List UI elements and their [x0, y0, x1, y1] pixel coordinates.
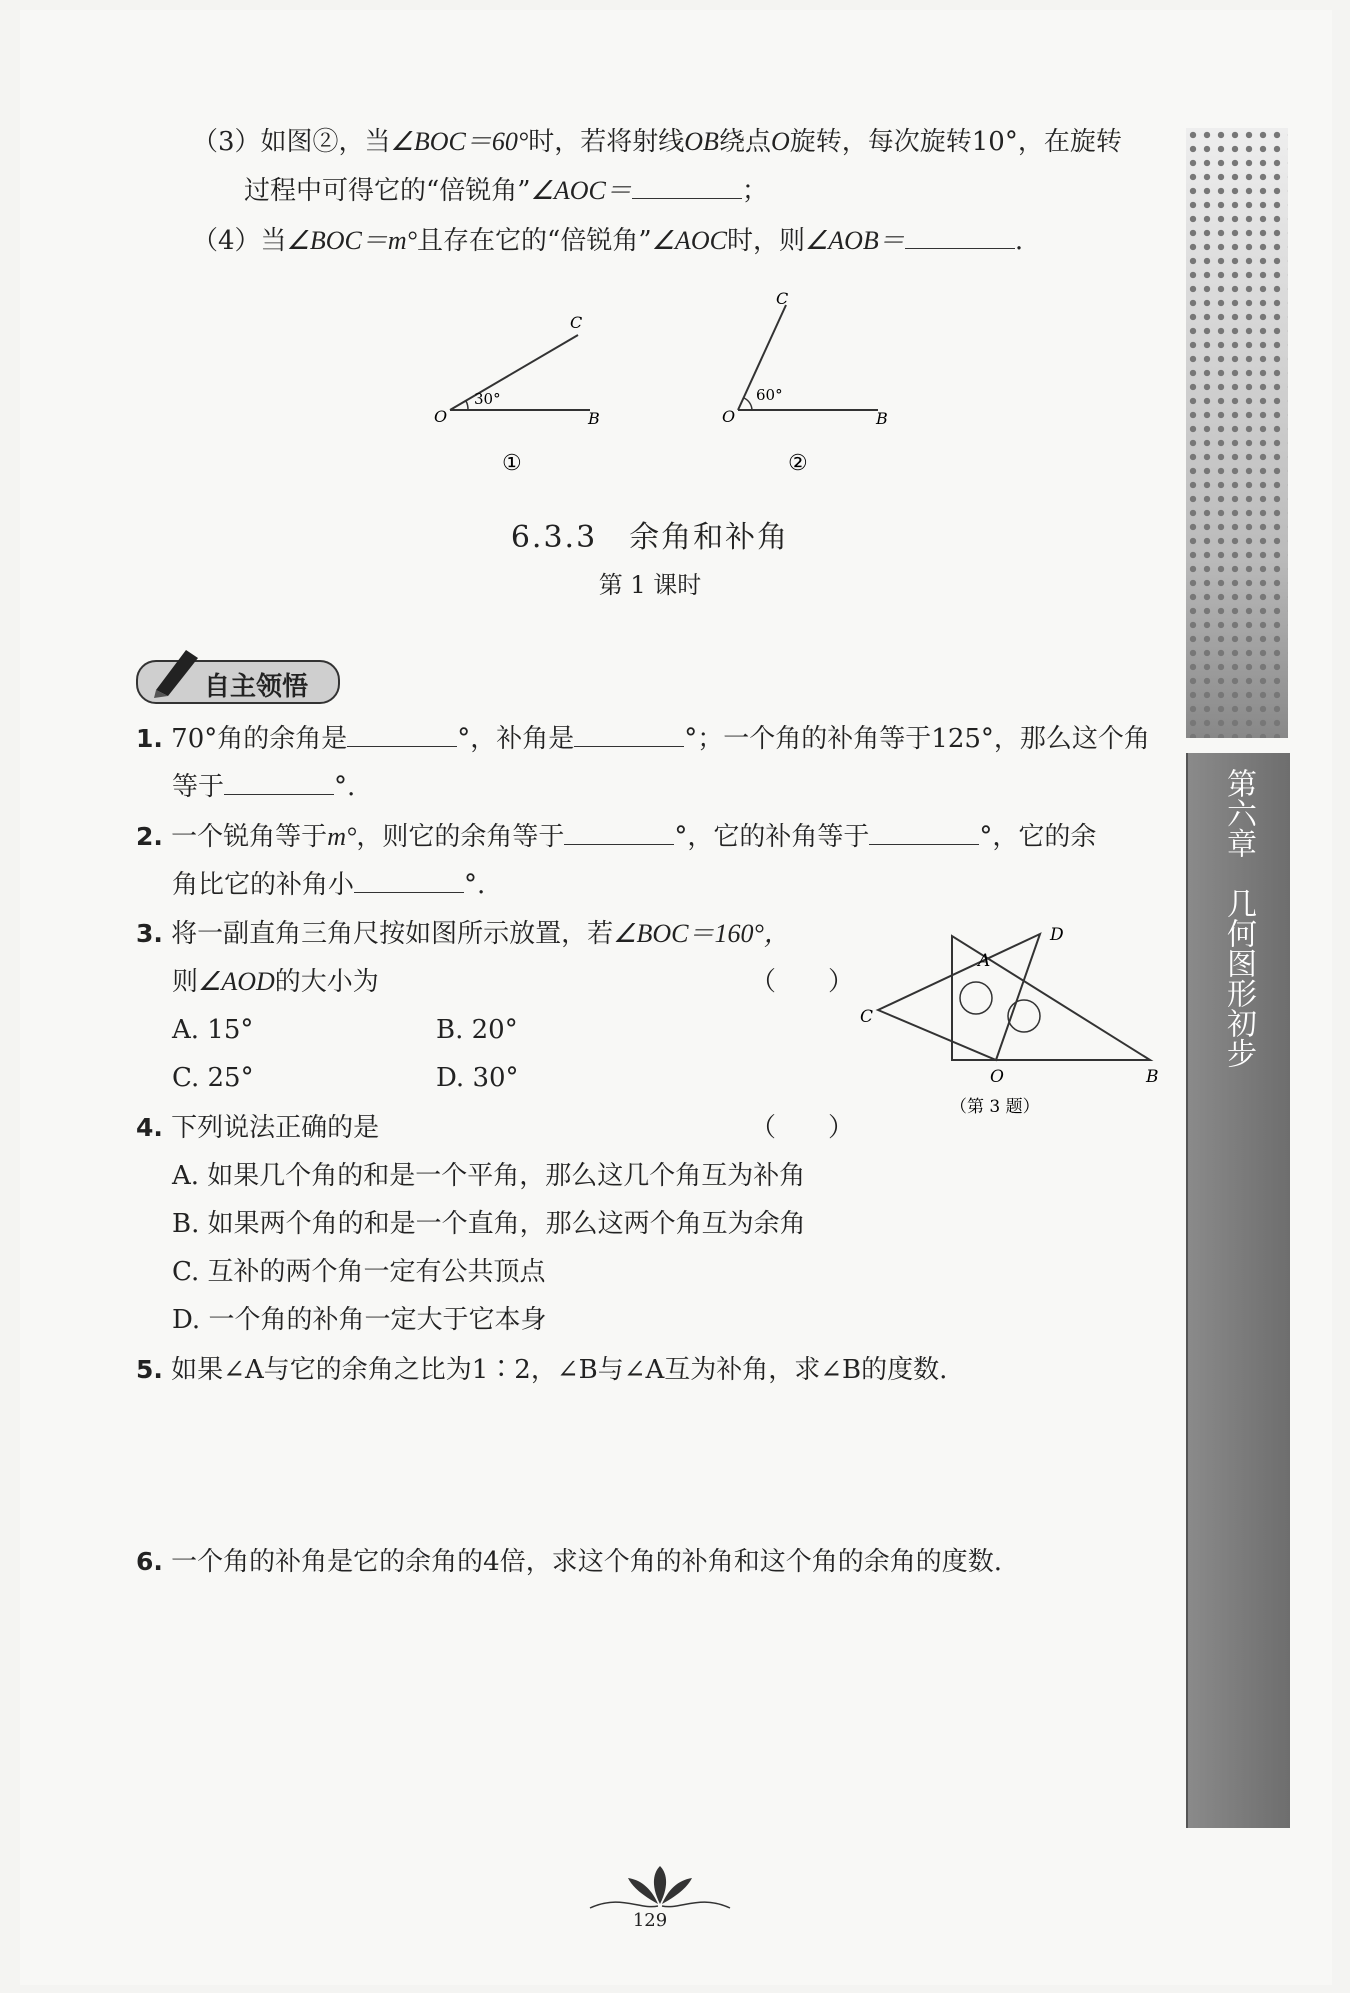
label-b: B	[588, 409, 600, 428]
q4-line: （4）当∠BOC＝m°且存在它的“倍锐角”∠AOC时，则∠AOB＝ .	[192, 222, 1023, 259]
problem-4-line: 4. 下列说法正确的是	[136, 1113, 380, 1143]
option-c[interactable]: C. 互补的两个角一定有公共顶点	[172, 1257, 546, 1287]
problem-3-line1: 3. 将一副直角三角尺按如图所示放置，若∠BOC＝160°，	[136, 919, 790, 949]
label-c: C	[860, 1007, 874, 1027]
label-o: O	[990, 1067, 1004, 1087]
label-c: C	[776, 289, 789, 308]
page-number: 129	[632, 1910, 668, 1931]
angle-label: 30°	[474, 390, 501, 408]
problem-1-line1: 1. 70°角的余角是 °，补角是 °；一个角的补角等于125°，那么这个角	[136, 720, 1150, 757]
label-a: A	[978, 951, 991, 971]
section-subtitle: 第 1 课时	[598, 571, 702, 599]
problem-4-answer-paren[interactable]: （ ）	[750, 1113, 855, 1143]
label-b: B	[1146, 1067, 1159, 1087]
problem-1-line2: 等于 °.	[172, 768, 355, 805]
label-d: D	[1050, 925, 1064, 945]
option-d[interactable]: D. 一个角的补角一定大于它本身	[172, 1305, 547, 1335]
label-b: B	[876, 409, 888, 428]
answer-blank[interactable]	[869, 818, 979, 845]
section-title: 6.3.3 余角和补角	[510, 520, 790, 555]
section-badge	[136, 660, 340, 704]
figure-caption: （第 3 题）	[950, 1097, 1040, 1117]
problem-5: 5. 如果∠A与它的余角之比为1∶2，∠B与∠A互为补角，求∠B的度数.	[136, 1355, 948, 1385]
option-c[interactable]: C. 25°	[172, 1063, 254, 1093]
option-a[interactable]: A. 15°	[172, 1015, 254, 1045]
option-b[interactable]: B. 20°	[436, 1015, 518, 1045]
answer-blank[interactable]	[574, 720, 684, 747]
problem-6: 6. 一个角的补角是它的余角的4倍，求这个角的补角和这个角的余角的度数.	[136, 1547, 1002, 1577]
figure-2	[722, 289, 888, 476]
option-b[interactable]: B. 如果两个角的和是一个直角，那么这两个角互为余角	[172, 1209, 806, 1239]
label-o: O	[722, 407, 736, 426]
option-d[interactable]: D. 30°	[436, 1063, 519, 1093]
badge-label: 自主领悟	[204, 672, 309, 702]
label-o: O	[434, 407, 448, 426]
chapter-sidebar	[1186, 128, 1288, 1828]
figure-1	[434, 313, 600, 476]
problem-3-answer-paren[interactable]: （ ）	[750, 967, 855, 997]
answer-blank[interactable]	[905, 222, 1015, 249]
figure-caption: ②	[788, 451, 808, 476]
problem-2-line1: 2. 一个锐角等于m°，则它的余角等于 °，它的补角等于 °，它的余	[136, 818, 1096, 855]
option-a[interactable]: A. 如果几个角的和是一个平角，那么这几个角互为补角	[172, 1161, 806, 1191]
answer-blank[interactable]	[224, 768, 334, 795]
answer-blank[interactable]	[632, 172, 742, 199]
answer-blank[interactable]	[564, 818, 674, 845]
q3-line2: 过程中可得它的“倍锐角”∠AOC＝ ；	[244, 172, 768, 209]
figure-caption: ①	[502, 451, 522, 476]
answer-blank[interactable]	[354, 866, 464, 893]
q3-line1: （3）如图②，当∠BOC＝60°时，若将射线OB绕点O旋转，每次旋转10°，在旋转	[192, 127, 1122, 157]
pen-icon	[146, 640, 206, 700]
angle-label: 60°	[756, 386, 783, 404]
chapter-title: 几何图形初步	[1221, 888, 1256, 1068]
angle-figures	[420, 289, 900, 480]
problem-3-line2: 则∠AOD的大小为	[172, 967, 379, 997]
label-c: C	[570, 313, 583, 332]
sidebar-pattern	[1186, 128, 1288, 738]
answer-blank[interactable]	[347, 720, 457, 747]
decorative-ornament-icon	[580, 1864, 740, 1914]
chapter-number: 第六章	[1221, 768, 1256, 858]
triangle-figure	[860, 920, 1180, 1120]
problem-2-line2: 角比它的补角小 °.	[172, 866, 485, 903]
